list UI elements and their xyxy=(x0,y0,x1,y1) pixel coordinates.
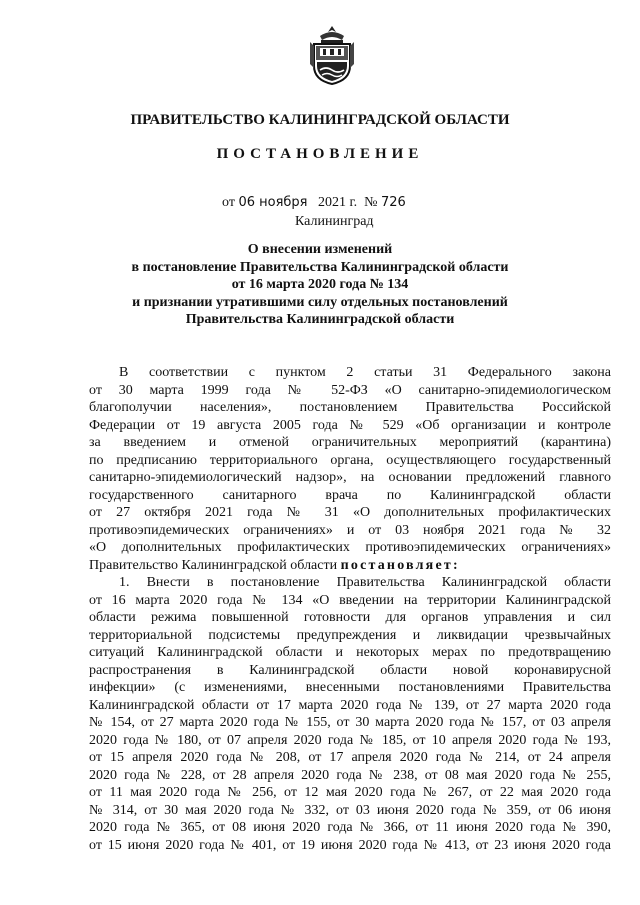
org-name: ПРАВИТЕЛЬСТВО КАЛИНИНГРАДСКОЙ ОБЛАСТИ xyxy=(130,112,510,128)
subject-line: от 16 марта 2020 года № 134 xyxy=(231,277,409,292)
city: Калининград xyxy=(295,214,374,229)
body-line: Калининградской области от 17 марта 2020 года № 139, от 27 марта 2020 года xyxy=(89,697,611,713)
body-line: от 27 октября 2021 года № 31 «О дополнительных профилактических xyxy=(89,505,611,520)
body-line: государственного санитарного врача по Калининградской области xyxy=(89,487,611,503)
body-line: «О дополнительных профилактических противоэпидемических ограничениях» xyxy=(89,540,611,555)
body-line: распространения в Калининградской области новой коронавирусной xyxy=(89,662,611,678)
body-line: Правительство Калининградской области xyxy=(89,557,338,573)
subject-line: О внесении изменений xyxy=(247,242,393,257)
body-line: 1. Внести в постановление Правительства Калининградской области xyxy=(119,575,611,590)
number-value: 726 xyxy=(381,195,406,210)
body-line: № 314, от 30 мая 2020 года № 332, от 03 июня 2020 года № 359, от 06 июня xyxy=(89,802,611,818)
number-sign: № xyxy=(364,195,378,210)
body-line: 2020 года № 180, от 07 апреля 2020 года № 185, от 10 апреля 2020 года № 193, xyxy=(89,732,611,748)
subject-line: Правительства Калининградской области xyxy=(185,312,455,327)
body-line: 2020 года № 365, от 08 июня 2020 года № 366, от 11 июня 2020 года № 390, xyxy=(89,820,611,835)
body-line: инфекции» (с изменениями, внесенными постановлениями Правительства xyxy=(89,680,611,695)
body-line: от 16 марта 2020 года № 134 «О введении на территории Калининградской xyxy=(89,592,611,608)
body-line: В соответствии с пунктом 2 статьи 31 Федерального закона xyxy=(119,365,611,380)
date-line xyxy=(222,195,406,211)
year: 2021 г. xyxy=(317,195,358,210)
body-line: ситуаций Калининградской области и некоторых мерах по предотвращению xyxy=(89,645,611,660)
body-line: от 15 апреля 2020 года № 208, от 17 апреля 2020 года № 214, от 24 апреля xyxy=(89,750,611,765)
coat-of-arms-icon xyxy=(306,24,358,86)
body-line: от 30 марта 1999 года № 52-ФЗ «О санитарно-эпидемиологическом xyxy=(89,382,611,398)
body-line-decree xyxy=(89,557,611,575)
body-line: противоэпидемических ограничениях» и от 03 ноября 2021 года № 32 xyxy=(89,522,611,538)
body-line: 2020 года № 228, от 28 апреля 2020 года № 238, от 08 мая 2020 года № 255, xyxy=(89,767,611,783)
date-prefix: от xyxy=(222,195,235,210)
body-line: территориальной подсистемы предупреждения и ликвидации чрезвычайных xyxy=(89,627,611,643)
subject-line: и признании утратившими силу отдельных постановлений xyxy=(132,294,508,310)
body-line: области режима повышенной готовности для органов управления и сил xyxy=(89,610,611,625)
decree-word: постановляет: xyxy=(340,557,460,573)
body-line: от 15 июня 2020 года № 401, от 19 июня 2020 года № 413, от 23 июня 2020 года xyxy=(89,837,611,853)
body-text xyxy=(89,364,611,854)
subject-line: в постановление Правительства Калининградской области xyxy=(131,259,509,275)
date-value: 06 ноября xyxy=(238,195,308,210)
body-line: по предписанию территориального органа, осуществляющего государственный xyxy=(89,452,611,468)
body-line: благополучии населения», постановлением Правительства Российской xyxy=(89,400,611,415)
doc-type-title: ПОСТАНОВЛЕНИЕ xyxy=(216,146,424,162)
subject-block xyxy=(0,241,640,329)
body-line: за введением и отменой ограничительных мероприятий (карантина) xyxy=(89,435,611,450)
body-line: санитарно-эпидемиологический надзор», на основании предложений главного xyxy=(89,470,611,485)
body-line: № 154, от 27 марта 2020 года № 155, от 30 марта 2020 года № 157, от 03 апреля xyxy=(89,715,611,730)
body-line: от 11 мая 2020 года № 256, от 12 мая 2020 года № 267, от 22 мая 2020 года xyxy=(89,785,611,800)
body-line: Федерации от 19 августа 2005 года № 529 «Об организации и контроле xyxy=(89,417,611,433)
